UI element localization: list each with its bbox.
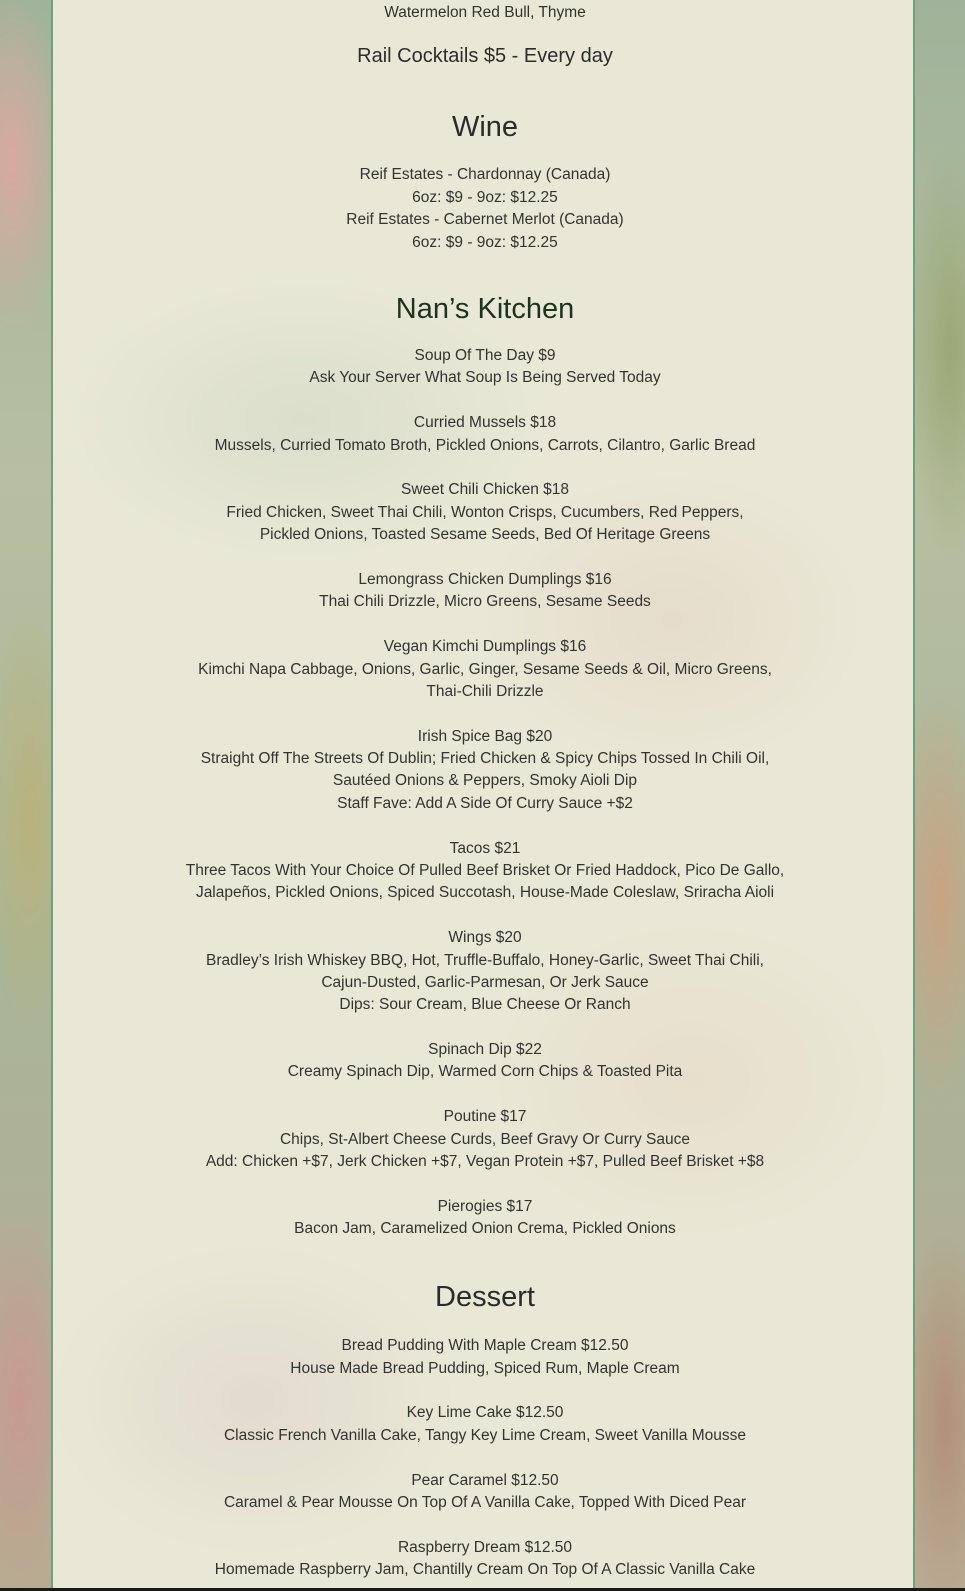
- menu-item-description: Sautéed Onions & Peppers, Smoky Aioli Dip: [332, 772, 638, 789]
- wine-item-name: Reif Estates - Cabernet Merlot (Canada): [346, 211, 624, 228]
- menu-item-name: Poutine $17: [443, 1108, 527, 1125]
- wine-item-name: Reif Estates - Chardonnay (Canada): [359, 166, 611, 183]
- menu-item-description: Staff Fave: Add A Side Of Curry Sauce +$2: [337, 795, 633, 812]
- dessert-item-description: Classic French Vanilla Cake, Tangy Key Lime Cream, Sweet Vanilla Mousse: [223, 1427, 747, 1444]
- dessert-item-name: Pear Caramel $12.50: [411, 1472, 559, 1489]
- menu-item-name: Tacos $21: [449, 840, 521, 857]
- kitchen-heading: Nan’s Kitchen: [395, 293, 575, 325]
- rail-cocktails-note: Rail Cocktails $5 - Every day: [357, 45, 613, 67]
- menu-item-description: Bradley’s Irish Whiskey BBQ, Hot, Truffle-Buffalo, Honey-Garlic, Sweet Thai Chili,: [206, 952, 764, 969]
- dessert-item-description: Homemade Raspberry Jam, Chantilly Cream On Top Of A Classic Vanilla Cake: [214, 1561, 756, 1578]
- menu-item-name: Irish Spice Bag $20: [417, 728, 553, 745]
- menu-item-description: Creamy Spinach Dip, Warmed Corn Chips & Toasted Pita: [287, 1063, 683, 1080]
- menu-item-name: Wings $20: [448, 929, 522, 946]
- menu-item-description: Jalapeños, Pickled Onions, Spiced Succotash, House-Made Coleslaw, Sriracha Aioli: [195, 884, 775, 901]
- dessert-heading: Dessert: [435, 1281, 535, 1313]
- dessert-item-name: Raspberry Dream $12.50: [397, 1539, 573, 1556]
- dessert-item-name: Bread Pudding With Maple Cream $12.50: [341, 1337, 629, 1354]
- menu-item-name: Vegan Kimchi Dumplings $16: [383, 638, 587, 655]
- menu-item-description: Add: Chicken +$7, Jerk Chicken +$7, Vegan Protein +$7, Pulled Beef Brisket +$8: [205, 1153, 765, 1170]
- menu-item-description: Three Tacos With Your Choice Of Pulled Beef Brisket Or Fried Haddock, Pico De Gallo,: [185, 862, 785, 879]
- wine-item-price: 6oz: $9 - 9oz: $12.25: [412, 234, 558, 251]
- menu-item-name: Curried Mussels $18: [413, 414, 557, 431]
- dessert-item-description: House Made Bread Pudding, Spiced Rum, Maple Cream: [290, 1360, 680, 1377]
- menu-item-description: Straight Off The Streets Of Dublin; Fried Chicken & Spicy Chips Tossed In Chili Oil,: [200, 750, 770, 767]
- menu-item-name: Pierogies $17: [437, 1198, 533, 1215]
- menu-item-description: Fried Chicken, Sweet Thai Chili, Wonton Crisps, Cucumbers, Red Peppers,: [226, 504, 744, 521]
- menu-item-name: Spinach Dip $22: [428, 1041, 542, 1058]
- dessert-item-name: Key Lime Cake $12.50: [406, 1404, 564, 1421]
- menu-item-description: Dips: Sour Cream, Blue Cheese Or Ranch: [339, 996, 631, 1013]
- menu-item-description: Chips, St-Albert Cheese Curds, Beef Gravy Or Curry Sauce: [279, 1131, 691, 1148]
- menu-item-name: Sweet Chili Chicken $18: [400, 481, 569, 498]
- dessert-item-description: Caramel & Pear Mousse On Top Of A Vanilla Cake, Topped With Diced Pear: [223, 1494, 747, 1511]
- menu-item-description: Cajun-Dusted, Garlic-Parmesan, Or Jerk Sauce: [321, 974, 649, 991]
- menu-item-name: Soup Of The Day $9: [414, 347, 556, 364]
- cocktail-description: Watermelon Red Bull, Thyme: [384, 4, 586, 21]
- menu-item-description: Thai-Chili Drizzle: [426, 683, 544, 700]
- menu-item-description: Pickled Onions, Toasted Sesame Seeds, Bed Of Heritage Greens: [259, 526, 711, 543]
- menu-item-description: Ask Your Server What Soup Is Being Served Today: [309, 369, 661, 386]
- menu-item-description: Kimchi Napa Cabbage, Onions, Garlic, Ginger, Sesame Seeds & Oil, Micro Greens,: [198, 661, 772, 678]
- menu-panel: [51, 0, 915, 1589]
- wine-item-price: 6oz: $9 - 9oz: $12.25: [412, 189, 558, 206]
- menu-item-name: Lemongrass Chicken Dumplings $16: [358, 571, 612, 588]
- menu-item-description: Mussels, Curried Tomato Broth, Pickled Onions, Carrots, Cilantro, Garlic Bread: [214, 437, 756, 454]
- wine-heading: Wine: [451, 111, 519, 143]
- menu-item-description: Bacon Jam, Caramelized Onion Crema, Pickled Onions: [294, 1220, 676, 1237]
- menu-item-description: Thai Chili Drizzle, Micro Greens, Sesame Seeds: [319, 593, 651, 610]
